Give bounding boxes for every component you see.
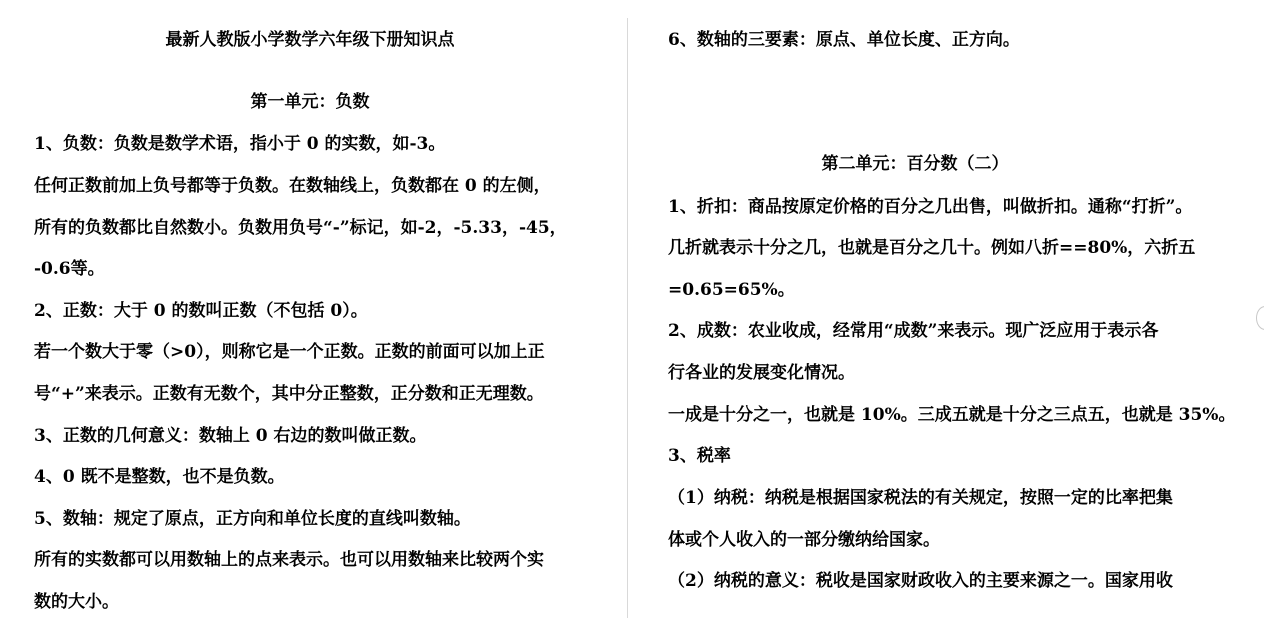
column-divider bbox=[627, 18, 628, 618]
paragraph-line: 所有的实数都可以用数轴上的点来表示。也可以用数轴来比较两个实 bbox=[34, 550, 544, 570]
paragraph-line: （2）纳税的意义：税收是国家财政收入的主要来源之一。国家用收 bbox=[668, 571, 1173, 591]
paragraph-line: 体或个人收入的一部分缴纳给国家。 bbox=[668, 530, 940, 550]
paragraph-line: 1、负数：负数是数学术语，指小于 0 的实数，如-3。 bbox=[34, 134, 446, 154]
paragraph-line: 3、正数的几何意义：数轴上 0 右边的数叫做正数。 bbox=[34, 426, 427, 446]
paragraph-line: 6、数轴的三要素：原点、单位长度、正方向。 bbox=[668, 30, 1020, 50]
paragraph-line: 5、数轴：规定了原点，正方向和单位长度的直线叫数轴。 bbox=[34, 509, 471, 529]
paragraph-line: 号“+”来表示。正数有无数个，其中分正整数，正分数和正无理数。 bbox=[34, 384, 544, 404]
unit-2-title: 第二单元：百分数（二） bbox=[821, 154, 1009, 174]
paragraph-line: 一成是十分之一，也就是 10%。三成五就是十分之三点五，也就是 35%。 bbox=[668, 405, 1236, 425]
paragraph-line: 1、折扣：商品按原定价格的百分之几出售，叫做折扣。通称“打折”。 bbox=[668, 197, 1193, 217]
page-edge-handle[interactable] bbox=[1256, 306, 1264, 330]
paragraph-line: （1）纳税：纳税是根据国家税法的有关规定，按照一定的比率把集 bbox=[668, 488, 1173, 508]
paragraph-line: 任何正数前加上负号都等于负数。在数轴线上，负数都在 0 的左侧， bbox=[34, 176, 551, 196]
paragraph-line: 2、成数：农业收成，经常用“成数”来表示。现广泛应用于表示各 bbox=[668, 321, 1159, 341]
paragraph-line: 所有的负数都比自然数小。负数用负号“-”标记，如-2，-5.33，-45， bbox=[34, 218, 567, 238]
paragraph-line: 数的大小。 bbox=[34, 592, 119, 612]
paragraph-line: 2、正数：大于 0 的数叫正数（不包括 0）。 bbox=[34, 301, 368, 321]
document-title: 最新人教版小学数学六年级下册知识点 bbox=[165, 30, 455, 50]
paragraph-line: 几折就表示十分之几，也就是百分之几十。例如八折==80%，六折五 bbox=[668, 238, 1196, 258]
paragraph-line: =0.65=65%。 bbox=[668, 280, 795, 300]
unit-1-title: 第一单元：负数 bbox=[250, 92, 370, 112]
paragraph-line: 4、0 既不是整数，也不是负数。 bbox=[34, 467, 285, 487]
paragraph-line: 行各业的发展变化情况。 bbox=[668, 363, 855, 383]
paragraph-line: 3、税率 bbox=[668, 446, 731, 466]
paragraph-line: -0.6等。 bbox=[34, 259, 105, 279]
paragraph-line: 若一个数大于零（>0），则称它是一个正数。正数的前面可以加上正 bbox=[34, 342, 545, 362]
